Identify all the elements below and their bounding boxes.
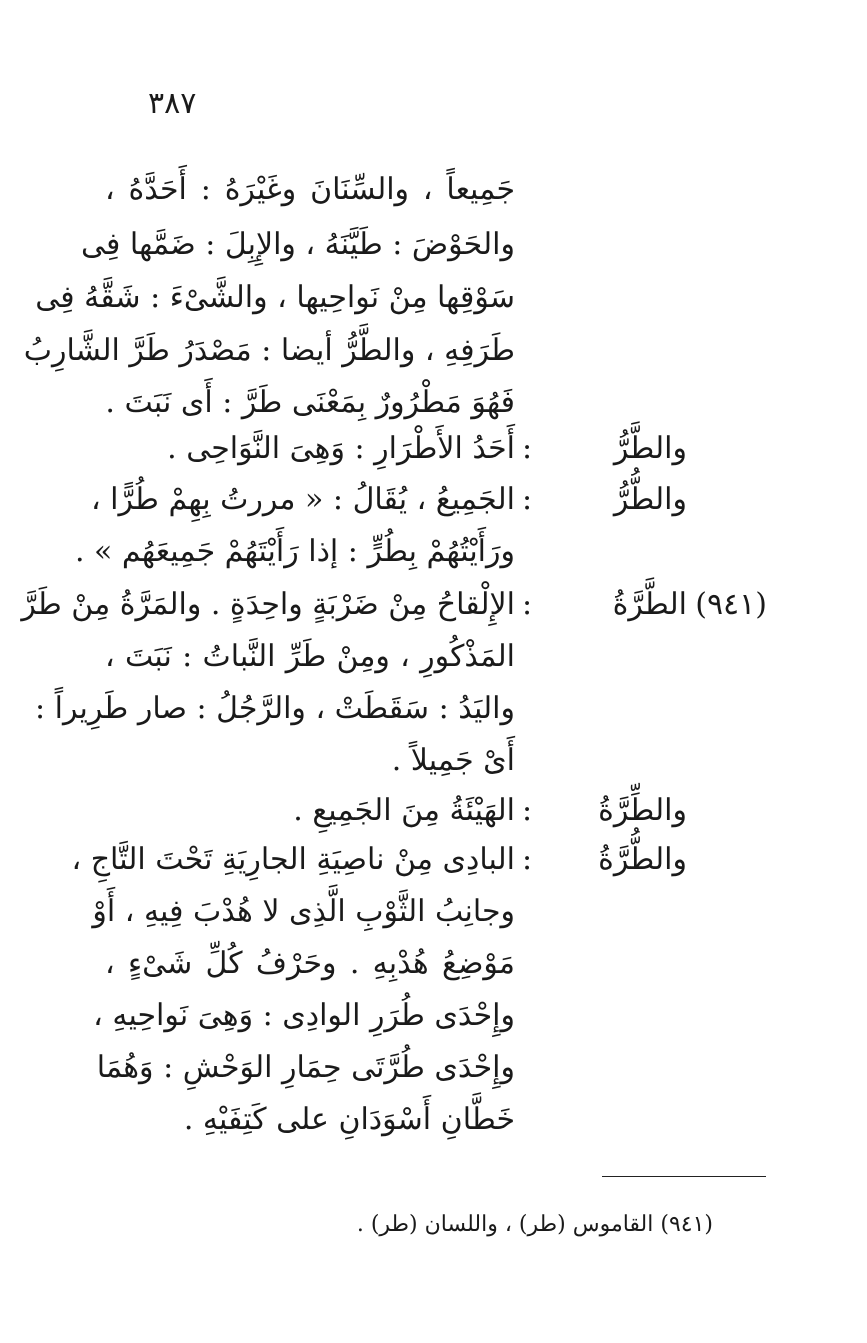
entry-colon: :: [521, 431, 533, 466]
continuation-line: طَرَفِهِ ، والطَّرُّ أيضا : مَصْدَرُ طَرَّ الشَّارِبُ: [23, 333, 515, 368]
entry-headword: والطِّرَّةُ: [598, 793, 687, 828]
entry-line: البادِى مِنْ ناصِيَةِ الجارِيَةِ تَحْتَ التَّاجِ ،: [71, 842, 515, 877]
entry-line: وإِحْدَى طُرَّتَى حِمَارِ الوَحْشِ : وَهُمَا: [96, 1050, 515, 1085]
entry-line: ورَأَيْتُهُمْ بِطُرٍّ : إذا رَأَيْتَهُمْ جَمِيعَهُم » .: [74, 534, 515, 569]
entry-colon: :: [521, 587, 533, 622]
entry-line: الجَمِيعُ ، يُقَالُ : « مررتُ بِهِمْ طُرًّا ،: [90, 482, 515, 517]
footnote-divider: [602, 1176, 766, 1177]
continuation-line: فَهُوَ مَطْرُورٌ بِمَعْنَى طَرَّ : أَى نَبَتَ .: [105, 385, 515, 420]
entry-line: الهَيْئَةُ مِنَ الجَمِيعِ .: [293, 793, 515, 828]
entry-line: واليَدُ : سَقَطَتْ ، والرَّجُلُ : صار طَرِيراً :: [35, 691, 515, 726]
entry-line: الإِلْقاحُ مِنْ ضَرْبَةٍ واحِدَةٍ . والمَرَّةُ مِنْ طَرَّ: [21, 587, 515, 622]
continuation-line: سَوْقِها مِنْ نَواحِيها ، والشَّىْءَ : شَقَّهُ فِى: [35, 280, 515, 315]
entry-headword: والطَّرُّ: [613, 431, 687, 466]
entry-headword: الطَّرَّةُ: [612, 587, 687, 622]
entry-line: خَطَّانِ أَسْوَدَانِ على كَتِفَيْهِ .: [183, 1102, 515, 1137]
entry-colon: :: [521, 482, 533, 517]
entry-headword: والطُّرُّ: [613, 482, 687, 517]
entry-number: (٩٤١): [695, 587, 767, 622]
footnote: (٩٤١) القاموس (طر) ، واللسان (طر) .: [356, 1212, 713, 1237]
entry-line: وجانِبُ الثَّوْبِ الَّذِى لا هُدْبَ فِيهِ ، أَوْ: [92, 894, 515, 929]
continuation-line: جَمِيعاً ، والسِّنَانَ وغَيْرَهُ : أَحَدَّهُ ،: [105, 172, 515, 207]
continuation-line: والحَوْضَ : طَيَّنَهُ ، والإِبِلَ : ضَمَّها فِى: [81, 227, 515, 262]
page-number: ٣٨٧: [148, 86, 197, 121]
entry-headword: والطُّرَّةُ: [598, 842, 687, 877]
entry-colon: :: [521, 793, 533, 828]
entry-line: المَذْكُورِ ، ومِنْ طَرِّ النَّباتُ : نَبَتَ ،: [105, 639, 515, 674]
entry-colon: :: [521, 842, 533, 877]
entry-line: وإِحْدَى طُرَرِ الوادِى : وَهِىَ نَواحِيهِ ،: [93, 998, 515, 1033]
entry-line: أَىْ جَمِيلاً .: [391, 743, 515, 778]
entry-line: مَوْضِعُ هُدْبِهِ . وحَرْفُ كُلِّ شَىْءٍ ،: [105, 946, 515, 981]
entry-line: أَحَدُ الأَطْرَارِ : وَهِىَ النَّوَاحِى .: [167, 431, 515, 466]
